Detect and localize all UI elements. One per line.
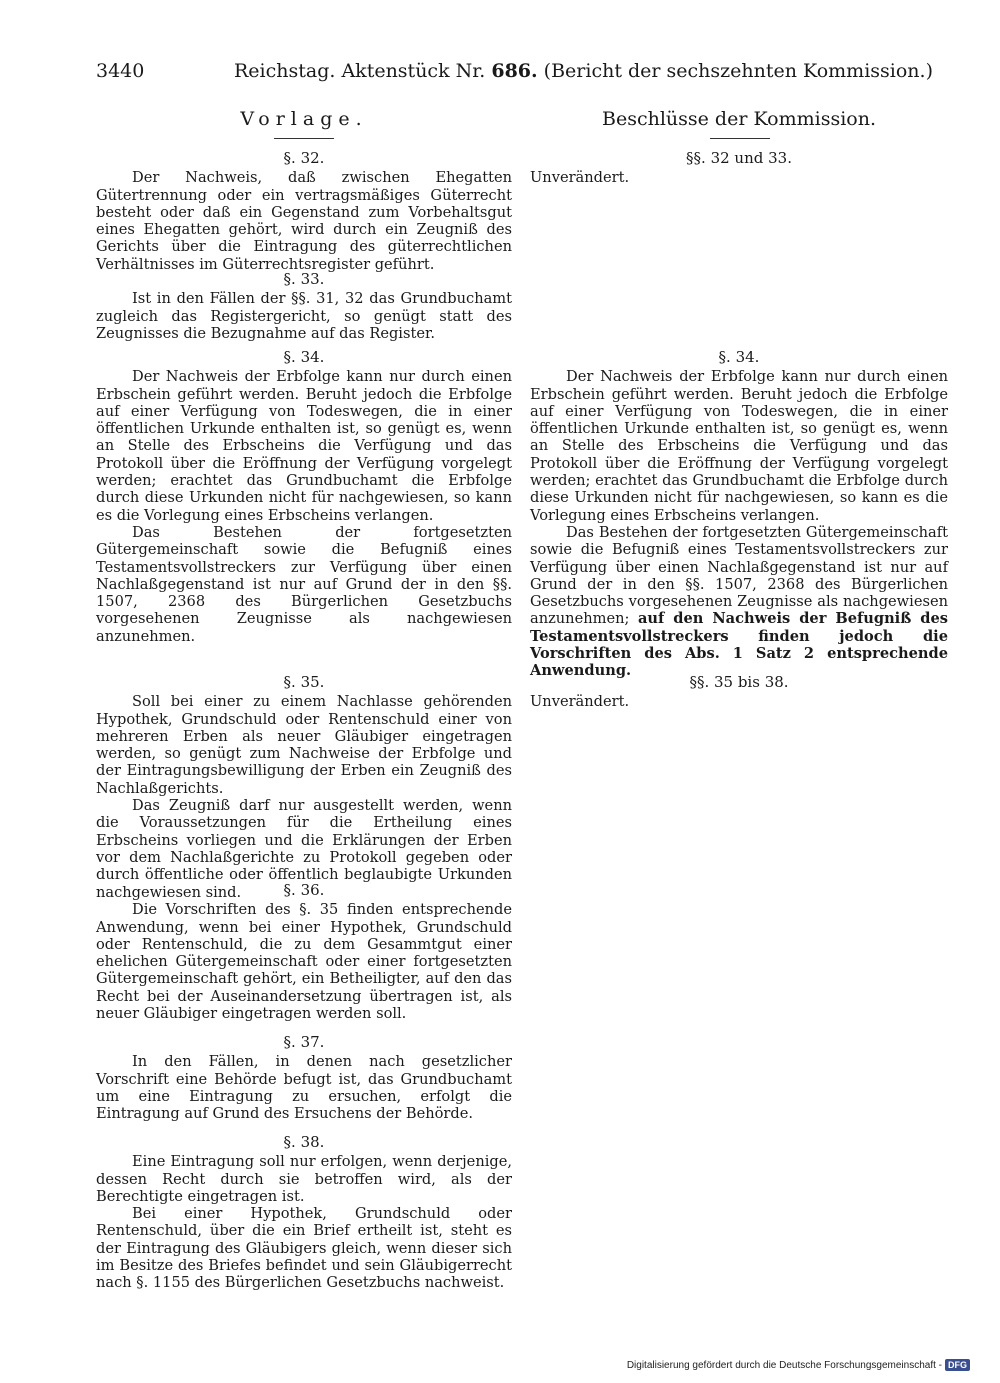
paragraph: Bei einer Hypothek, Grundschuld oder Rentenschuld, über die ein Brief ertheilt ist, steht es der Eintragung des Gläubigers gleich, wenn dieser sich im Besitze des Briefes befindet und sein Gläubigerrecht nach §. 1155 des Bürgerlichen Gesetzbuchs nachweist. [96, 1205, 512, 1292]
left-section-33 [96, 271, 512, 342]
running-title-pre: Reichstag. Aktenstück Nr. [234, 60, 486, 82]
section-heading: §§. 32 und 33. [686, 149, 792, 167]
right-column-title: Beschlüsse der Kommission. [602, 108, 876, 130]
unchanged-note: Unverändert. [530, 169, 630, 187]
paragraph: Das Bestehen der fortgesetzten Gütergemeinschaft sowie die Befugniß eines Testamentsvollstreckers zur Verfügung über einen Nachlaßgegenstand ist nur auf Grund der in den §§. 1507, 2368 des Bürgerlichen Gesetzbuchs vorgesehenen Zeugnisse als nachgewiesen anzunehmen. [96, 523, 512, 645]
right-title-rule [710, 138, 770, 139]
section-heading: §. 36. [283, 881, 325, 899]
left-title-rule [274, 138, 334, 139]
left-section-37 [96, 1034, 512, 1122]
digitization-footer [627, 1359, 970, 1371]
section-heading: §. 38. [283, 1133, 325, 1151]
footer-text: Digitalisierung gefördert durch die Deutsche Forschungsgemeinschaft - [626, 1359, 942, 1371]
left-section-34 [96, 349, 512, 645]
running-title [234, 60, 933, 82]
paragraph: Ist in den Fällen der §§. 31, 32 das Grundbuchamt zugleich das Registergericht, so genügt statt des Zeugnisses die Bezugnahme auf das Register. [96, 290, 512, 342]
running-title-post: (Bericht der sechszehnten Kommission.) [543, 60, 933, 82]
left-column-title: Vorlage. [240, 108, 368, 130]
paragraph: Der Nachweis, daß zwischen Ehegatten Gütertrennung oder ein vertragsmäßiges Güterrecht besteht oder daß ein Gegenstand zum Vorbehaltsgut eines Ehegatten gehört, wird durch ein Zeugniß des Gerichts über die Eintragung des güterrechtlichen Verhältnisses im Güterrechtsregister geführt. [96, 169, 512, 273]
right-section-32-33 [530, 150, 948, 187]
left-section-35 [96, 674, 512, 901]
paragraph: In den Fällen, in denen nach gesetzlicher Vorschrift eine Behörde befugt ist, das Grundbuchamt um eine Eintragung zu ersuchen, erfolgt die Eintragung auf Grund des Ersuchens der Behörde. [96, 1053, 512, 1123]
paragraph: Die Vorschriften des §. 35 finden entsprechende Anwendung, wenn bei einer Hypothek, Grundschuld oder Rentenschuld, die zu dem Gesammtgut einer ehelichen Gütergemeinschaft oder einer fortgesetzten Gütergemeinschaft gehört, ein Betheiligter, auf den das Recht bei der Auseinandersetzung übertragen ist, als neuer Gläubiger eingetragen werden soll. [96, 901, 512, 1023]
right-section-35-38 [530, 674, 948, 711]
section-heading: §. 34. [718, 348, 760, 366]
amendment-text: auf den Nachweis der Befugniß des Testamentsvollstreckers finden jedoch die Vorschriften des Abs. 1 Satz 2 entsprechende Anwendung. [530, 610, 948, 680]
section-heading: §§. 35 bis 38. [689, 673, 789, 691]
right-section-34 [530, 349, 948, 680]
paragraph: Der Nachweis der Erbfolge kann nur durch einen Erbschein geführt werden. Beruht jedoch die Erbfolge auf einer Verfügung von Todeswegen, die in einer öffentlichen Urkunde enthalten ist, so genügt es, wenn an Stelle des Erbscheins die Verfügung und das Protokoll über die Eröffnung der Verfügung vorgelegt werden; erachtet das Grundbuchamt die Erbfolge durch diese Urkunden nicht für nachgewiesen, so kann es die Vorlegung eines Erbscheins verlangen. [530, 368, 948, 524]
left-section-36 [96, 882, 512, 1022]
running-title-number: 686. [491, 60, 538, 82]
section-heading: §. 32. [283, 149, 325, 167]
page-number: 3440 [96, 60, 145, 82]
unchanged-note: Unverändert. [530, 693, 630, 711]
section-heading: §. 34. [283, 348, 325, 366]
dfg-logo-icon: DFG [945, 1359, 970, 1371]
paragraph: Der Nachweis der Erbfolge kann nur durch einen Erbschein geführt werden. Beruht jedoch die Erbfolge auf einer Verfügung von Todeswegen, die in einer öffentlichen Urkunde enthalten ist, so genügt es, wenn an Stelle des Erbscheins die Verfügung und das Protokoll über die Eröffnung der Verfügung vorgelegt werden; erachtet das Grundbuchamt die Erbfolge durch diese Urkunden nicht für nachgewiesen, so kann es die Vorlegung eines Erbscheins verlangen. [96, 368, 512, 524]
paragraph-text: Das Bestehen der fortgesetzten Gütergemeinschaft sowie die Befugniß eines Testamentsvollstreckers zur Verfügung über einen Nachlaßgegenstand ist nur auf Grund der in den §§. 1507, 2368 des Bürgerlichen Gesetzbuchs vorgesehenen Zeugnisse als nachgewiesen anzunehmen; [530, 523, 948, 628]
left-section-38 [96, 1134, 512, 1292]
paragraph: Soll bei einer zu einem Nachlasse gehörenden Hypothek, Grundschuld oder Rentenschuld einer von mehreren Erben als neuer Gläubiger eingetragen werden, so genügt zum Nachweise der Erbfolge und der Eintragungsbewilligung der Erben ein Zeugniß des Nachlaßgerichts. [96, 693, 512, 797]
paragraph: Eine Eintragung soll nur erfolgen, wenn derjenige, dessen Recht durch sie betroffen wird, als der Berechtigte eingetragen ist. [96, 1153, 512, 1205]
paragraph: Das Zeugniß darf nur ausgestellt werden, wenn die Voraussetzungen für die Ertheilung eines Erbscheins vorliegen und die Erklärungen der Erben vor dem Nachlaßgerichte zu Protokoll gegeben oder durch öffentliche oder öffentlich beglaubigte Urkunden nachgewiesen sind. [96, 797, 512, 901]
paragraph [530, 524, 948, 680]
left-section-32 [96, 150, 512, 273]
section-heading: §. 35. [283, 673, 325, 691]
section-heading: §. 37. [283, 1033, 325, 1051]
section-heading: §. 33. [283, 270, 325, 288]
